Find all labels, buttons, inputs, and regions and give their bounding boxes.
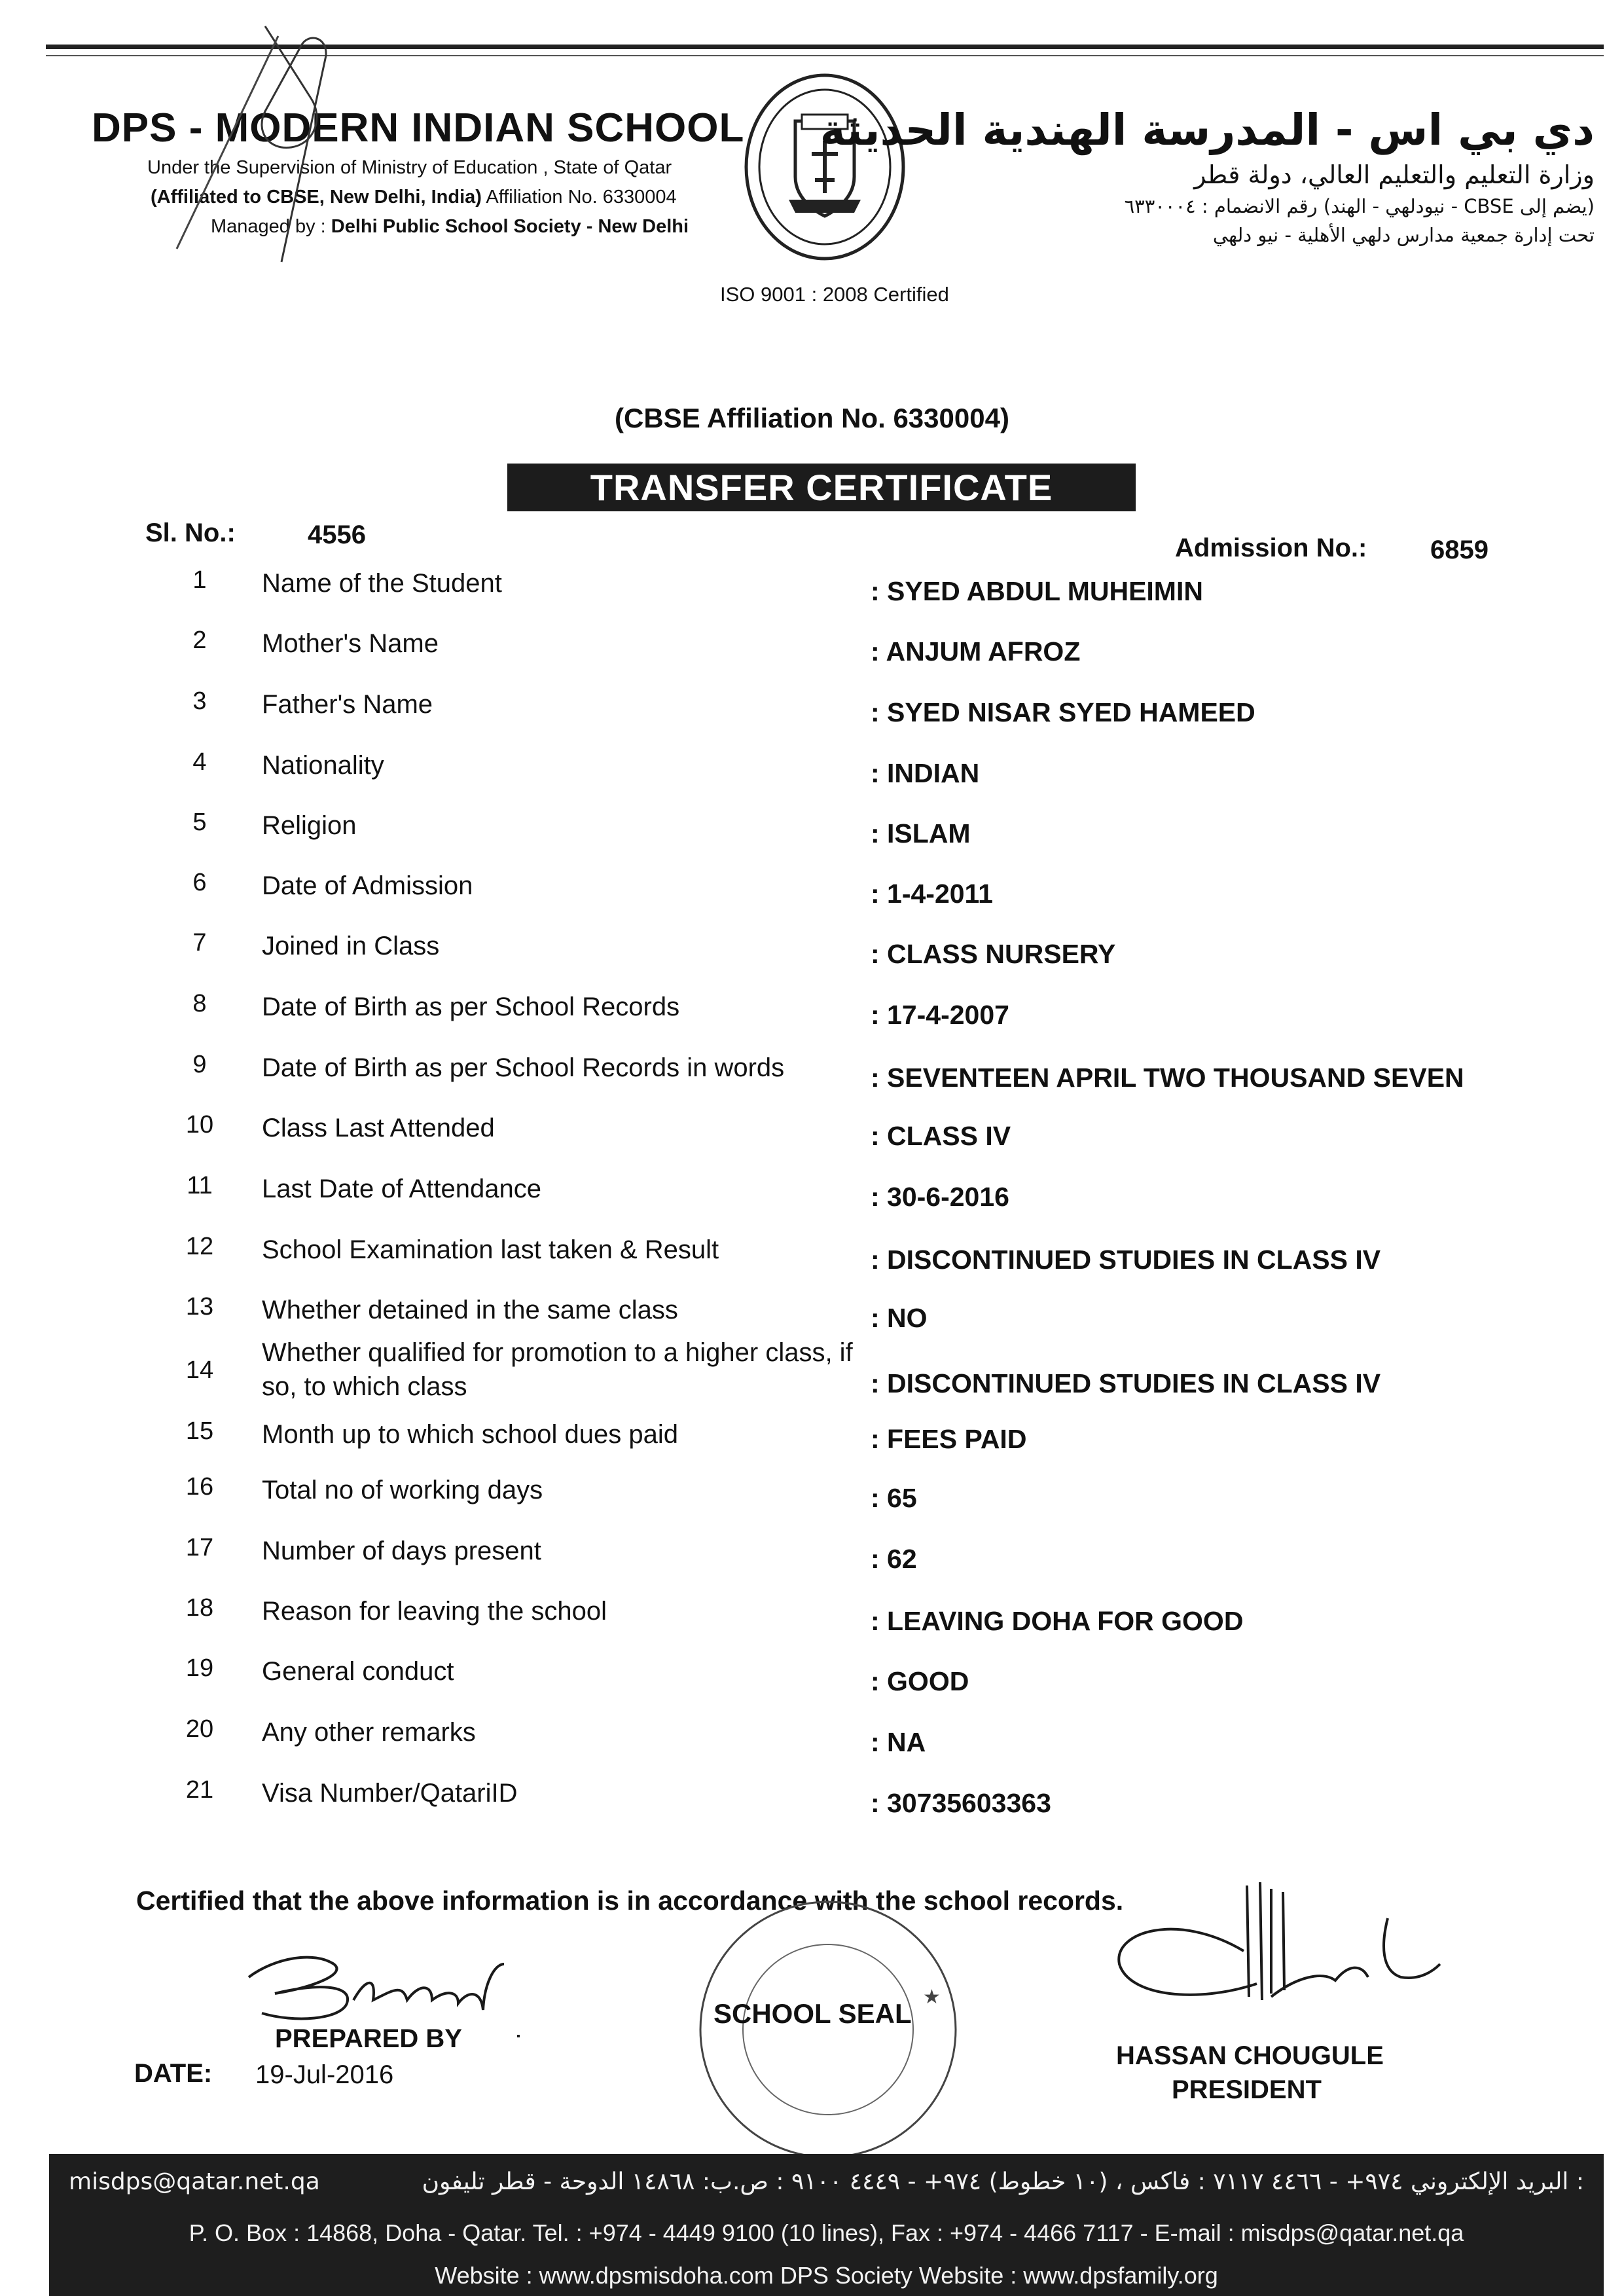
date-value: 19-Jul-2016	[255, 2060, 394, 2089]
field-row	[0, 1111, 1624, 1170]
field-label: General conduct	[262, 1657, 454, 1686]
field-number: 15	[185, 1417, 214, 1445]
footer-line-2: P. O. Box : 14868, Doha - Qatar. Tel. : +974 - 4449 9100 (10 lines), Fax : +974 - 4466 7117 - E-mail : misdps@qatar.net.qa	[189, 2219, 1464, 2246]
seal-label: SCHOOL SEAL	[713, 1998, 912, 2029]
field-row	[0, 1233, 1624, 1292]
paperclip-icon	[151, 20, 412, 275]
field-row	[0, 929, 1624, 988]
supervision-line: Under the Supervision of Ministry of Education , State of Qatar	[147, 157, 672, 178]
field-value: : 30735603363	[871, 1788, 1051, 1818]
footer-email: misdps@qatar.net.qa	[69, 2168, 320, 2195]
field-number: 9	[192, 1051, 207, 1078]
affiliation-line-rest: Affiliation No. 6330004	[481, 187, 677, 208]
managed-by-value: Delhi Public School Society - New Delhi	[331, 216, 689, 237]
president-name: HASSAN CHOUGULE	[1116, 2041, 1384, 2070]
field-number: 21	[185, 1776, 214, 1804]
field-label: Any other remarks	[262, 1718, 476, 1747]
field-row	[0, 809, 1624, 867]
field-value: : 1-4-2011	[871, 879, 993, 909]
field-label: School Examination last taken & Result	[262, 1235, 719, 1264]
field-value: : SEVENTEEN APRIL TWO THOUSAND SEVEN	[871, 1063, 1464, 1093]
field-label: Reason for leaving the school	[262, 1597, 607, 1626]
field-value: : SYED ABDUL MUHEIMIN	[871, 576, 1203, 606]
field-number: 10	[185, 1111, 214, 1139]
field-row	[0, 1654, 1624, 1713]
field-label: Joined in Class	[262, 932, 440, 960]
field-row	[0, 1172, 1624, 1231]
field-number: 3	[192, 687, 207, 715]
arabic-ministry-line: وزارة التعليم والتعليم العالي، دولة قطر	[1194, 160, 1595, 189]
field-value: : ISLAM	[871, 818, 971, 848]
field-row	[0, 627, 1624, 685]
field-value: : CLASS IV	[871, 1121, 1011, 1151]
field-label: Nationality	[262, 751, 384, 780]
field-label: Name of the Student	[262, 569, 502, 598]
affiliation-line-bold: (Affiliated to CBSE, New Delhi, India)	[151, 187, 482, 208]
admission-label: Admission No.:	[1175, 534, 1367, 562]
field-label: Last Date of Attendance	[262, 1175, 541, 1203]
field-row	[0, 1594, 1624, 1653]
field-label: Whether qualified for promotion to a higher class, if so, to which class	[262, 1338, 853, 1401]
field-row	[0, 990, 1624, 1049]
cbse-affiliation: (CBSE Affiliation No. 6330004)	[615, 403, 1009, 433]
field-number: 1	[192, 566, 207, 594]
serial-value: 4556	[308, 520, 366, 549]
field-row	[0, 1473, 1624, 1532]
field-row	[0, 1417, 1624, 1476]
field-label: Date of Birth as per School Records in words	[262, 1053, 785, 1082]
prepared-by: PREPARED BY	[275, 2024, 462, 2053]
footer-bar	[49, 2154, 1604, 2296]
field-number: 17	[185, 1534, 214, 1561]
field-number: 8	[192, 990, 207, 1017]
managed-by-label: Managed by :	[211, 216, 331, 237]
field-row	[0, 869, 1624, 928]
school-seal-stamp	[684, 1886, 972, 2174]
field-label: Number of days present	[262, 1537, 541, 1565]
field-label: Father's Name	[262, 690, 433, 719]
field-number: 5	[192, 809, 207, 836]
field-value: : CLASS NURSERY	[871, 939, 1116, 969]
field-row	[0, 1776, 1624, 1835]
footer-line-3: Website : www.dpsmisdoha.com DPS Society Website : www.dpsfamily.org	[435, 2262, 1218, 2289]
field-value: : 30-6-2016	[871, 1182, 1009, 1212]
field-label: Whether detained in the same class	[262, 1296, 678, 1324]
field-value: : ANJUM AFROZ	[871, 636, 1081, 666]
certification-statement: Certified that the above information is in accordance with the school records.	[136, 1886, 1124, 1916]
field-value: : 65	[871, 1483, 917, 1513]
field-number: 18	[185, 1594, 214, 1622]
field-row	[0, 1715, 1624, 1774]
field-value: : LEAVING DOHA FOR GOOD	[871, 1606, 1244, 1636]
arabic-managed-line: تحت إدارة جمعية مدارس دلهي الأهلية - نيو دلهي	[1212, 224, 1595, 246]
field-row	[0, 1534, 1624, 1593]
school-name: DPS - MODERN INDIAN SCHOOL	[92, 105, 745, 151]
field-number: 20	[185, 1715, 214, 1743]
serial-label: Sl. No.:	[145, 519, 236, 547]
field-number: 4	[192, 748, 207, 776]
field-label: Date of Admission	[262, 871, 473, 900]
field-row	[0, 687, 1624, 746]
field-number: 12	[185, 1233, 214, 1260]
field-number: 16	[185, 1473, 214, 1501]
field-number: 2	[192, 627, 207, 654]
field-number: 11	[187, 1172, 213, 1199]
field-value: : SYED NISAR SYED HAMEED	[871, 697, 1255, 727]
date-label: DATE:	[134, 2059, 213, 2088]
field-value: : NO	[871, 1303, 928, 1333]
certificate-title: TRANSFER CERTIFICATE	[507, 464, 1136, 511]
arabic-affiliation-line: (يضم إلى CBSE - نيودلهي - الهند) رقم الانضمام : ٦٣٣٠٠٠٤	[1124, 195, 1595, 217]
svg-text:★: ★	[923, 1986, 941, 2009]
president-signature	[1100, 1872, 1466, 2023]
footer-line-1	[69, 2168, 1584, 2195]
field-value: : DISCONTINUED STUDIES IN CLASS IV	[871, 1245, 1381, 1275]
field-label: Month up to which school dues paid	[262, 1420, 678, 1449]
admission-value: 6859	[1430, 536, 1489, 564]
field-number: 6	[192, 869, 207, 896]
field-number: 19	[185, 1654, 214, 1682]
field-row	[0, 566, 1624, 625]
field-label: Class Last Attended	[262, 1114, 495, 1142]
field-number: 7	[192, 929, 207, 957]
field-value: : FEES PAID	[871, 1424, 1027, 1454]
school-logo	[740, 69, 910, 265]
field-number: 14	[185, 1357, 214, 1384]
field-row	[0, 1336, 1624, 1401]
field-label: Visa Number/QatariID	[262, 1779, 518, 1808]
field-label: Date of Birth as per School Records	[262, 993, 680, 1021]
field-label: Total no of working days	[262, 1476, 543, 1504]
president-title: PRESIDENT	[1172, 2075, 1322, 2104]
field-value: : 17-4-2007	[871, 1000, 1009, 1030]
field-value: : GOOD	[871, 1666, 969, 1696]
iso-certification: ISO 9001 : 2008 Certified	[720, 283, 949, 306]
field-value: : INDIAN	[871, 758, 980, 788]
field-number: 13	[185, 1293, 214, 1321]
field-value: : DISCONTINUED STUDIES IN CLASS IV	[871, 1368, 1381, 1398]
field-label: Religion	[262, 811, 357, 840]
field-value: : NA	[871, 1727, 926, 1757]
field-value: : 62	[871, 1544, 917, 1574]
field-row	[0, 748, 1624, 807]
field-label: Mother's Name	[262, 629, 439, 658]
school-name-arabic: دي بي اس - المدرسة الهندية الحديثة	[820, 105, 1595, 155]
footer-arabic-contact: : البريد الإلكتروني ٩٧٤+ - ٤٤٦٦ ٧١١٧ : فاكس ، (١٠ خطوط) ٩٧٤+ - ٤٤٤٩ ٩١٠٠ : ص.ب: ١٤٨٦٨ الدوحة - قطر تليفون	[422, 2168, 1584, 2195]
field-row	[0, 1051, 1624, 1110]
